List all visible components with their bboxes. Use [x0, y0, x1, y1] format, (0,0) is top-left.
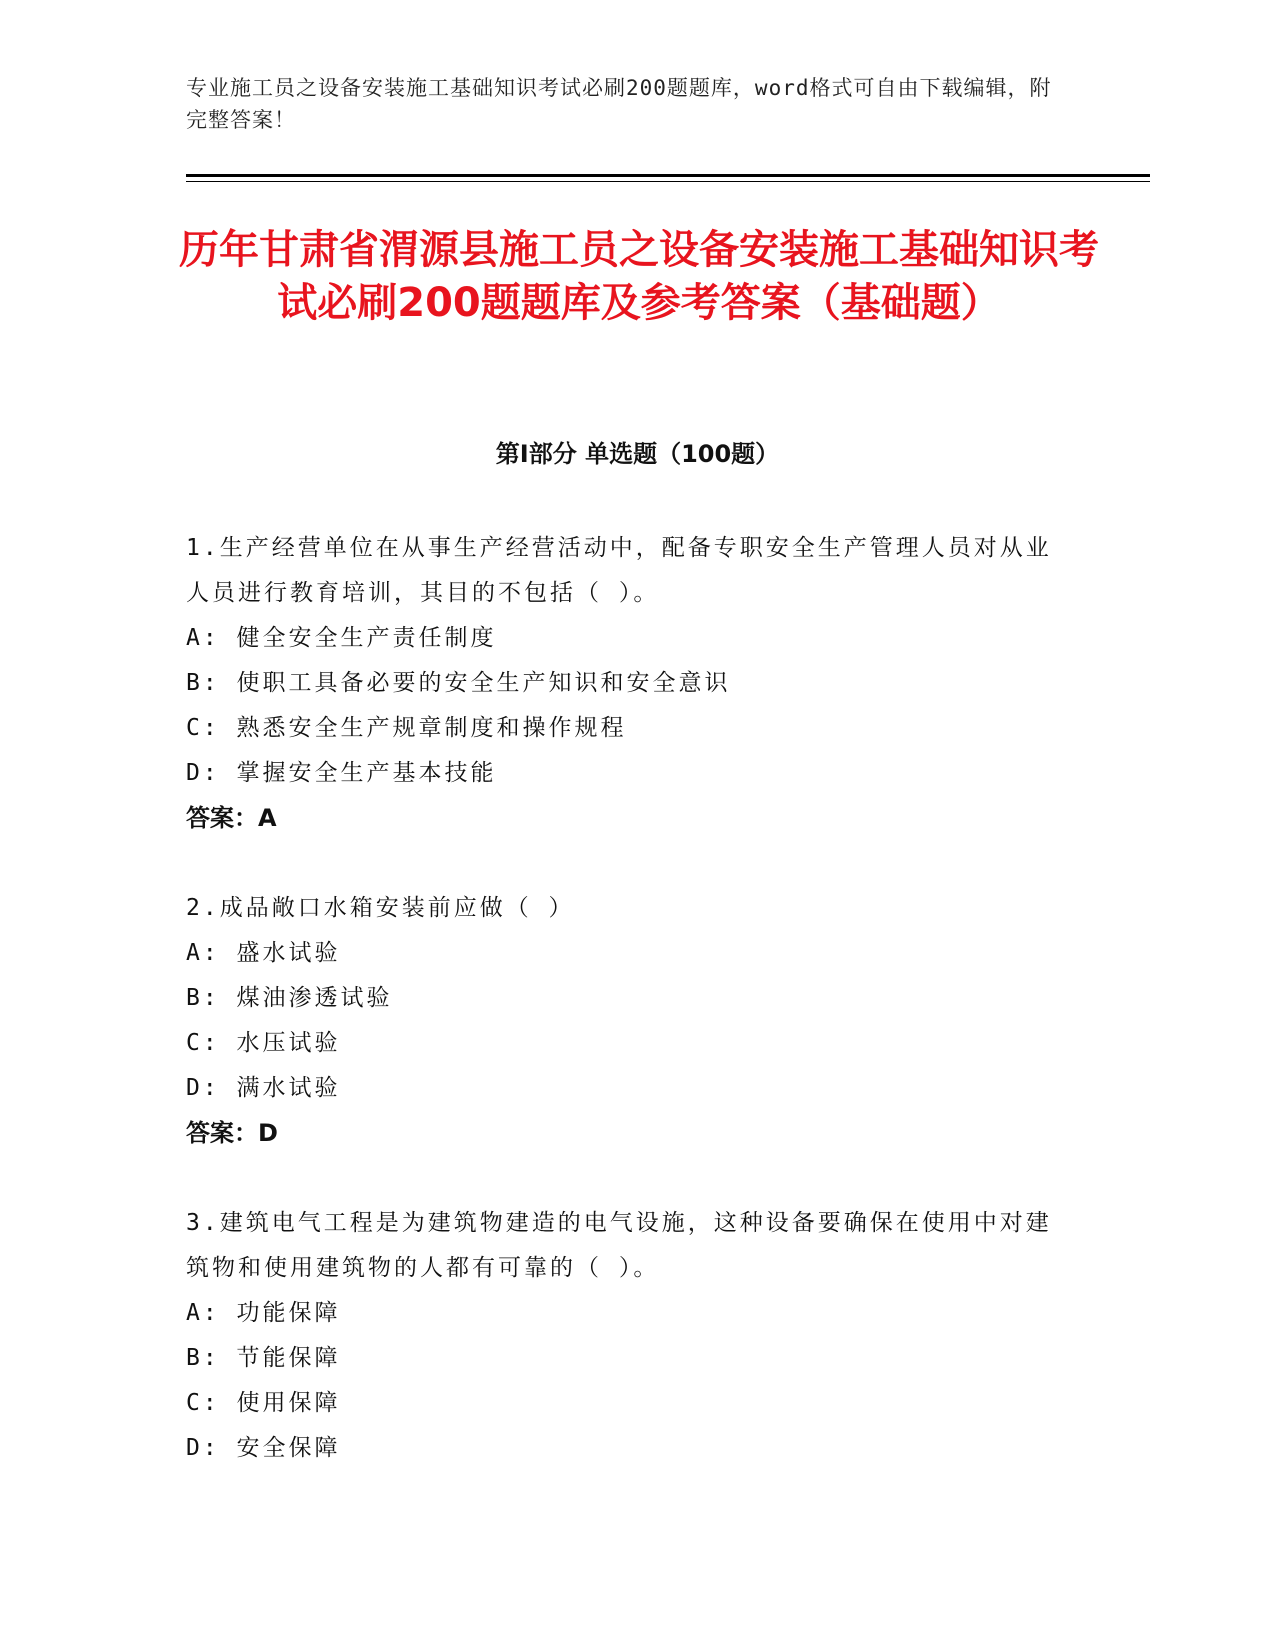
answer-line: 答案：D [186, 1119, 278, 1147]
section-title: 第I部分 单选题（100题） [495, 440, 780, 468]
option-d: D: 安全保障 [186, 1435, 341, 1461]
option-c: C: 熟悉安全生产规章制度和操作规程 [186, 715, 627, 741]
answer-line: 答案：A [186, 804, 277, 832]
question-stem: 2.成品敞口水箱安装前应做（ ） [186, 895, 575, 921]
question-list [186, 526, 1066, 1516]
option-b: B: 使职工具备必要的安全生产知识和安全意识 [186, 670, 731, 696]
header-rule-thick [186, 174, 1150, 177]
option-a: A: 健全安全生产责任制度 [186, 625, 497, 651]
question-1 [186, 526, 1066, 841]
option-b: B: 煤油渗透试验 [186, 985, 393, 1011]
option-a: A: 功能保障 [186, 1300, 341, 1326]
page-header: 专业施工员之设备安装施工基础知识考试必刷200题题库，word格式可自由下载编辑，附完整答案！ [186, 76, 1052, 132]
option-d: D: 满水试验 [186, 1075, 341, 1101]
header-rule-thin [186, 181, 1150, 182]
option-c: C: 水压试验 [186, 1030, 341, 1056]
question-stem: 1.生产经营单位在从事生产经营活动中，配备专职安全生产管理人员对从业人员进行教育培训，其目的不包括（ ）。 [186, 535, 1052, 606]
question-3 [186, 1201, 1066, 1471]
option-d: D: 掌握安全生产基本技能 [186, 760, 497, 786]
question-stem: 3.建筑电气工程是为建筑物建造的电气设施，这种设备要确保在使用中对建筑物和使用建筑物的人都有可靠的（ ）。 [186, 1210, 1052, 1281]
option-b: B: 节能保障 [186, 1345, 341, 1371]
question-2 [186, 886, 1066, 1156]
option-a: A: 盛水试验 [186, 940, 341, 966]
document-title: 历年甘肃省渭源县施工员之设备安装施工基础知识考试必刷200题题库及参考答案（基础题） [179, 227, 1099, 326]
option-c: C: 使用保障 [186, 1390, 341, 1416]
